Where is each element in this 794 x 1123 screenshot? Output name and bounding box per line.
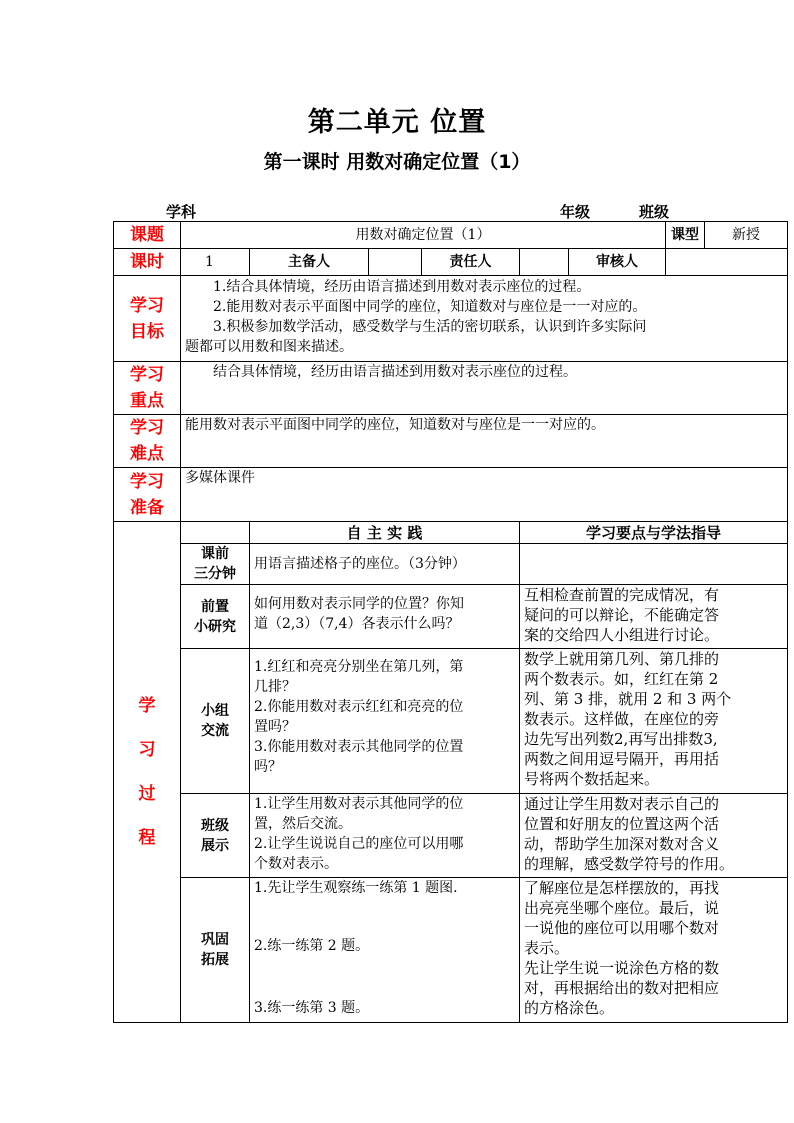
practice-line: 2.练一练第 2 题。 xyxy=(254,938,370,954)
topic-label: 课题 xyxy=(114,222,181,249)
step-label xyxy=(181,585,250,649)
reviewer-value xyxy=(666,249,788,276)
guide-line: 的理解，感受数学符号的作用。 xyxy=(524,855,735,873)
practice-cell xyxy=(250,544,520,585)
step-header-empty xyxy=(181,522,250,544)
guide-line: 数学上就用第几列、第几排的 xyxy=(524,650,720,668)
guide-cell xyxy=(520,544,788,585)
goal-item: 题都可以用数和图来描述。 xyxy=(185,339,353,355)
guide-line: 数表示。这样做，在座位的旁 xyxy=(524,710,720,728)
practice-cell xyxy=(250,649,520,794)
practice-line: 3.练一练第 3 题。 xyxy=(254,1000,370,1016)
step-label xyxy=(181,794,250,878)
goal-item: 3.积极参加数学活动，感受数学与生活的密切联系，认识到许多实际问 xyxy=(213,319,647,335)
practice-line: 用语言描述格子的座位。（3分钟） xyxy=(254,556,466,572)
guide-cell xyxy=(520,649,788,794)
guide-line: 表示。 xyxy=(524,939,570,957)
grade-label: 年级 xyxy=(560,203,591,221)
guide-line: 动，帮助学生加深对数对含义 xyxy=(524,835,720,853)
difficulty-label-line1: 学习 xyxy=(130,418,164,438)
key-point-label-line1: 学习 xyxy=(130,365,164,385)
hours-value: 1 xyxy=(181,249,250,276)
practice-cell xyxy=(250,585,520,649)
practice-line: 置吗？ xyxy=(254,719,296,735)
guide-line: 案的交给四人小组进行讨论。 xyxy=(524,626,720,644)
key-point-label xyxy=(114,362,181,415)
preparation-text: 多媒体课件 xyxy=(181,468,788,522)
practice-line: 3.你能用数对表示其他同学的位置 xyxy=(254,739,464,755)
guide-line: 对，再根据给出的数对把相应 xyxy=(524,979,720,997)
guide-line: 了解座位是怎样摆放的，再找 xyxy=(524,879,720,897)
step-label-line1: 班级 xyxy=(201,817,229,834)
practice-line: 个数对表示。 xyxy=(254,856,338,872)
guide-line: 号将两个数括起来。 xyxy=(524,770,660,788)
process-label-char: 学 xyxy=(138,696,156,716)
guide-line: 通过让学生用数对表示自己的 xyxy=(524,795,720,813)
difficulty-label xyxy=(114,415,181,468)
guide-cell xyxy=(520,878,788,1023)
step-label-line2: 小研究 xyxy=(194,618,236,635)
goals-label-line1: 学习 xyxy=(130,295,164,316)
practice-cell xyxy=(250,794,520,878)
step-label-line1: 前置 xyxy=(201,598,229,615)
goals-content xyxy=(181,276,788,362)
key-point-label-line2: 重点 xyxy=(130,391,164,411)
lesson-plan-table xyxy=(113,221,788,1023)
preparation-label-line1: 学习 xyxy=(130,471,164,492)
step-label-line1: 课前 xyxy=(201,546,229,562)
guide-line: 列、第 3 排，就用 2 和 3 两个 xyxy=(524,690,732,708)
practice-line: 2.你能用数对表示红红和亮亮的位 xyxy=(254,699,464,715)
guide-line: 一说他的座位可以用哪个数对 xyxy=(524,919,720,937)
practice-line: 2.让学生说说自己的座位可以用哪 xyxy=(254,836,464,852)
goal-item: 2.能用数对表示平面图中同学的座位，知道数对与座位是一一对应的。 xyxy=(213,299,647,315)
guide-line: 先让学生说一说涂色方格的数 xyxy=(524,959,720,977)
preparer-value xyxy=(369,249,422,276)
guide-line: 位置和好朋友的位置这两个活 xyxy=(524,815,720,833)
guide-line: 出亮亮坐哪个座位。最后，说 xyxy=(524,899,720,917)
goal-item: 1.结合具体情境，经历由语言描述到用数对表示座位的过程。 xyxy=(213,279,591,295)
step-label-line2: 三分钟 xyxy=(194,566,236,582)
process-label-char: 程 xyxy=(138,828,156,848)
goals-label-line2: 目标 xyxy=(130,321,164,342)
step-label-line1: 巩固 xyxy=(201,932,229,948)
class-label: 班级 xyxy=(639,203,670,221)
practice-line: 1.先让学生观察练一练第 1 题图. xyxy=(254,880,458,896)
practice-line: 道（2,3）（7,4）各表示什么吗？ xyxy=(254,616,460,632)
process-label-char: 习 xyxy=(138,740,156,760)
step-label-line2: 展示 xyxy=(201,837,229,854)
step-label xyxy=(181,878,250,1023)
practice-line: 如何用数对表示同学的位置？你知 xyxy=(254,596,464,612)
step-label xyxy=(181,544,250,585)
practice-line: 1.让学生用数对表示其他同学的位 xyxy=(254,796,464,812)
practice-cell xyxy=(250,878,520,1023)
difficulty-label-line2: 难点 xyxy=(130,444,164,464)
practice-line: 几排？ xyxy=(254,679,296,695)
practice-line: 1.红红和亮亮分别坐在第几列，第 xyxy=(254,659,464,675)
guide-line: 两数之间用逗号隔开，再用括 xyxy=(524,750,720,768)
guide-cell xyxy=(520,794,788,878)
process-label xyxy=(114,522,181,1023)
guide-line: 两个数表示。如，红红在第 2 xyxy=(524,670,719,688)
process-label-char: 过 xyxy=(138,784,156,804)
type-value: 新授 xyxy=(705,222,788,249)
type-label: 课型 xyxy=(666,222,705,249)
practice-line: 吗？ xyxy=(254,759,282,775)
hours-label: 课时 xyxy=(114,249,181,276)
preparation-label xyxy=(114,468,181,522)
difficulty-text: 能用数对表示平面图中同学的座位，知道数对与座位是一一对应的。 xyxy=(181,415,788,468)
preparer-label: 主备人 xyxy=(250,249,369,276)
practice-line: 置，然后交流。 xyxy=(254,816,352,832)
step-label xyxy=(181,649,250,794)
guide-line: 边先写出列数2,再写出排数3, xyxy=(524,730,718,748)
step-label-line2: 交流 xyxy=(201,723,229,739)
practice-column-header: 自 主 实 践 xyxy=(250,522,520,544)
guide-line: 互相检查前置的完成情况，有 xyxy=(524,586,720,604)
responsible-value xyxy=(520,249,569,276)
subject-label: 学科 xyxy=(166,203,197,221)
lesson-subtitle: 第一课时 用数对确定位置（1） xyxy=(263,151,531,173)
reviewer-label: 审核人 xyxy=(569,249,666,276)
responsible-label: 责任人 xyxy=(422,249,520,276)
topic-value: 用数对确定位置（1） xyxy=(181,222,666,249)
unit-title: 第二单元 位置 xyxy=(307,107,487,138)
guide-cell xyxy=(520,585,788,649)
key-point-text: 结合具体情境，经历由语言描述到用数对表示座位的过程。 xyxy=(181,362,788,415)
guide-line: 疑问的可以辩论，不能确定答 xyxy=(524,606,720,624)
goals-label xyxy=(114,276,181,362)
preparation-label-line2: 准备 xyxy=(130,497,164,518)
guide-column-header: 学习要点与学法指导 xyxy=(520,522,788,544)
step-label-line2: 拓展 xyxy=(201,952,229,968)
step-label-line1: 小组 xyxy=(201,703,229,719)
guide-line: 的方格涂色。 xyxy=(524,999,615,1017)
